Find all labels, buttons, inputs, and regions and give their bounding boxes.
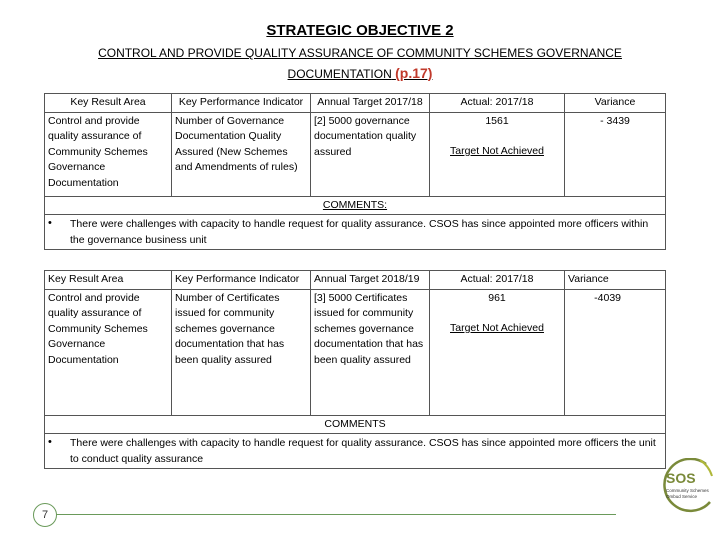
cell-kpi: Number of Governance Documentation Quality Assured (New Schemes and Amendments of rules) [172, 112, 311, 196]
logo-text: SOS [666, 470, 696, 486]
header-kra: Key Result Area [45, 271, 172, 290]
comments-header-row [45, 196, 666, 215]
comments-cell [45, 215, 666, 250]
header-target: Annual Target 2018/19 [311, 271, 430, 290]
cell-kra: Control and provide quality assurance of Community Schemes Governance Documentation [45, 289, 172, 415]
cell-target: [3] 5000 Certificates issued for community schemes governance documentation that has been quality assured [311, 289, 430, 415]
cell-actual [430, 289, 565, 415]
actual-value: 1561 [485, 114, 509, 127]
comment-text: There were challenges with capacity to handle request for quality assurance. CSOS has since appointed more officers the unit to conduct quality assurance [70, 437, 656, 465]
comments-cell [45, 434, 666, 469]
header-target: Annual Target 2017/18 [311, 94, 430, 113]
status-label: Target Not Achieved [450, 322, 544, 334]
status-label: Target Not Achieved [450, 145, 544, 157]
cell-actual [430, 112, 565, 196]
subtitle-text: CONTROL AND PROVIDE QUALITY ASSURANCE OF COMMUNITY SCHEMES GOVERNANCE DOCUMENTATION [98, 46, 622, 81]
footer-divider [56, 514, 616, 515]
header-actual: Actual: 2017/18 [430, 271, 565, 290]
comments-row [45, 434, 666, 469]
cell-target: [2] 5000 governance documentation quality assured [311, 112, 430, 196]
actual-value: 961 [488, 291, 506, 304]
objective-table-1 [44, 93, 666, 250]
comments-row [45, 215, 666, 250]
objective-table-2 [44, 270, 666, 469]
bullet-icon: • [48, 436, 52, 448]
comments-label: COMMENTS: [45, 196, 666, 215]
table-row [45, 289, 666, 415]
page-reference: (p.17) [395, 65, 433, 81]
cell-kra: Control and provide quality assurance of Community Schemes Governance Documentation [45, 112, 172, 196]
comments-header-row [45, 415, 666, 434]
cell-variance: -4039 [565, 289, 666, 415]
page-number: 7 [33, 503, 57, 527]
table-header-row [45, 271, 666, 290]
header-variance: Variance [565, 271, 666, 290]
logo-subtext: Community Schemes Ombud Service [666, 488, 709, 499]
comments-label: COMMENTS [45, 415, 666, 434]
comment-text: There were challenges with capacity to handle request for quality assurance. CSOS has since appointed more officers within the governance business unit [70, 218, 649, 246]
table-header-row [45, 94, 666, 113]
page-subtitle [60, 43, 660, 84]
bullet-icon: • [48, 217, 52, 229]
header-variance: Variance [565, 94, 666, 113]
header-kra: Key Result Area [45, 94, 172, 113]
cell-kpi: Number of Certificates issued for community schemes governance documentation that has been quality assured [172, 289, 311, 415]
header-kpi: Key Performance Indicator [172, 271, 311, 290]
header-kpi: Key Performance Indicator [172, 94, 311, 113]
table-row [45, 112, 666, 196]
header-actual: Actual: 2017/18 [430, 94, 565, 113]
cell-variance: - 3439 [565, 112, 666, 196]
page-title: STRATEGIC OBJECTIVE 2 [266, 22, 454, 39]
